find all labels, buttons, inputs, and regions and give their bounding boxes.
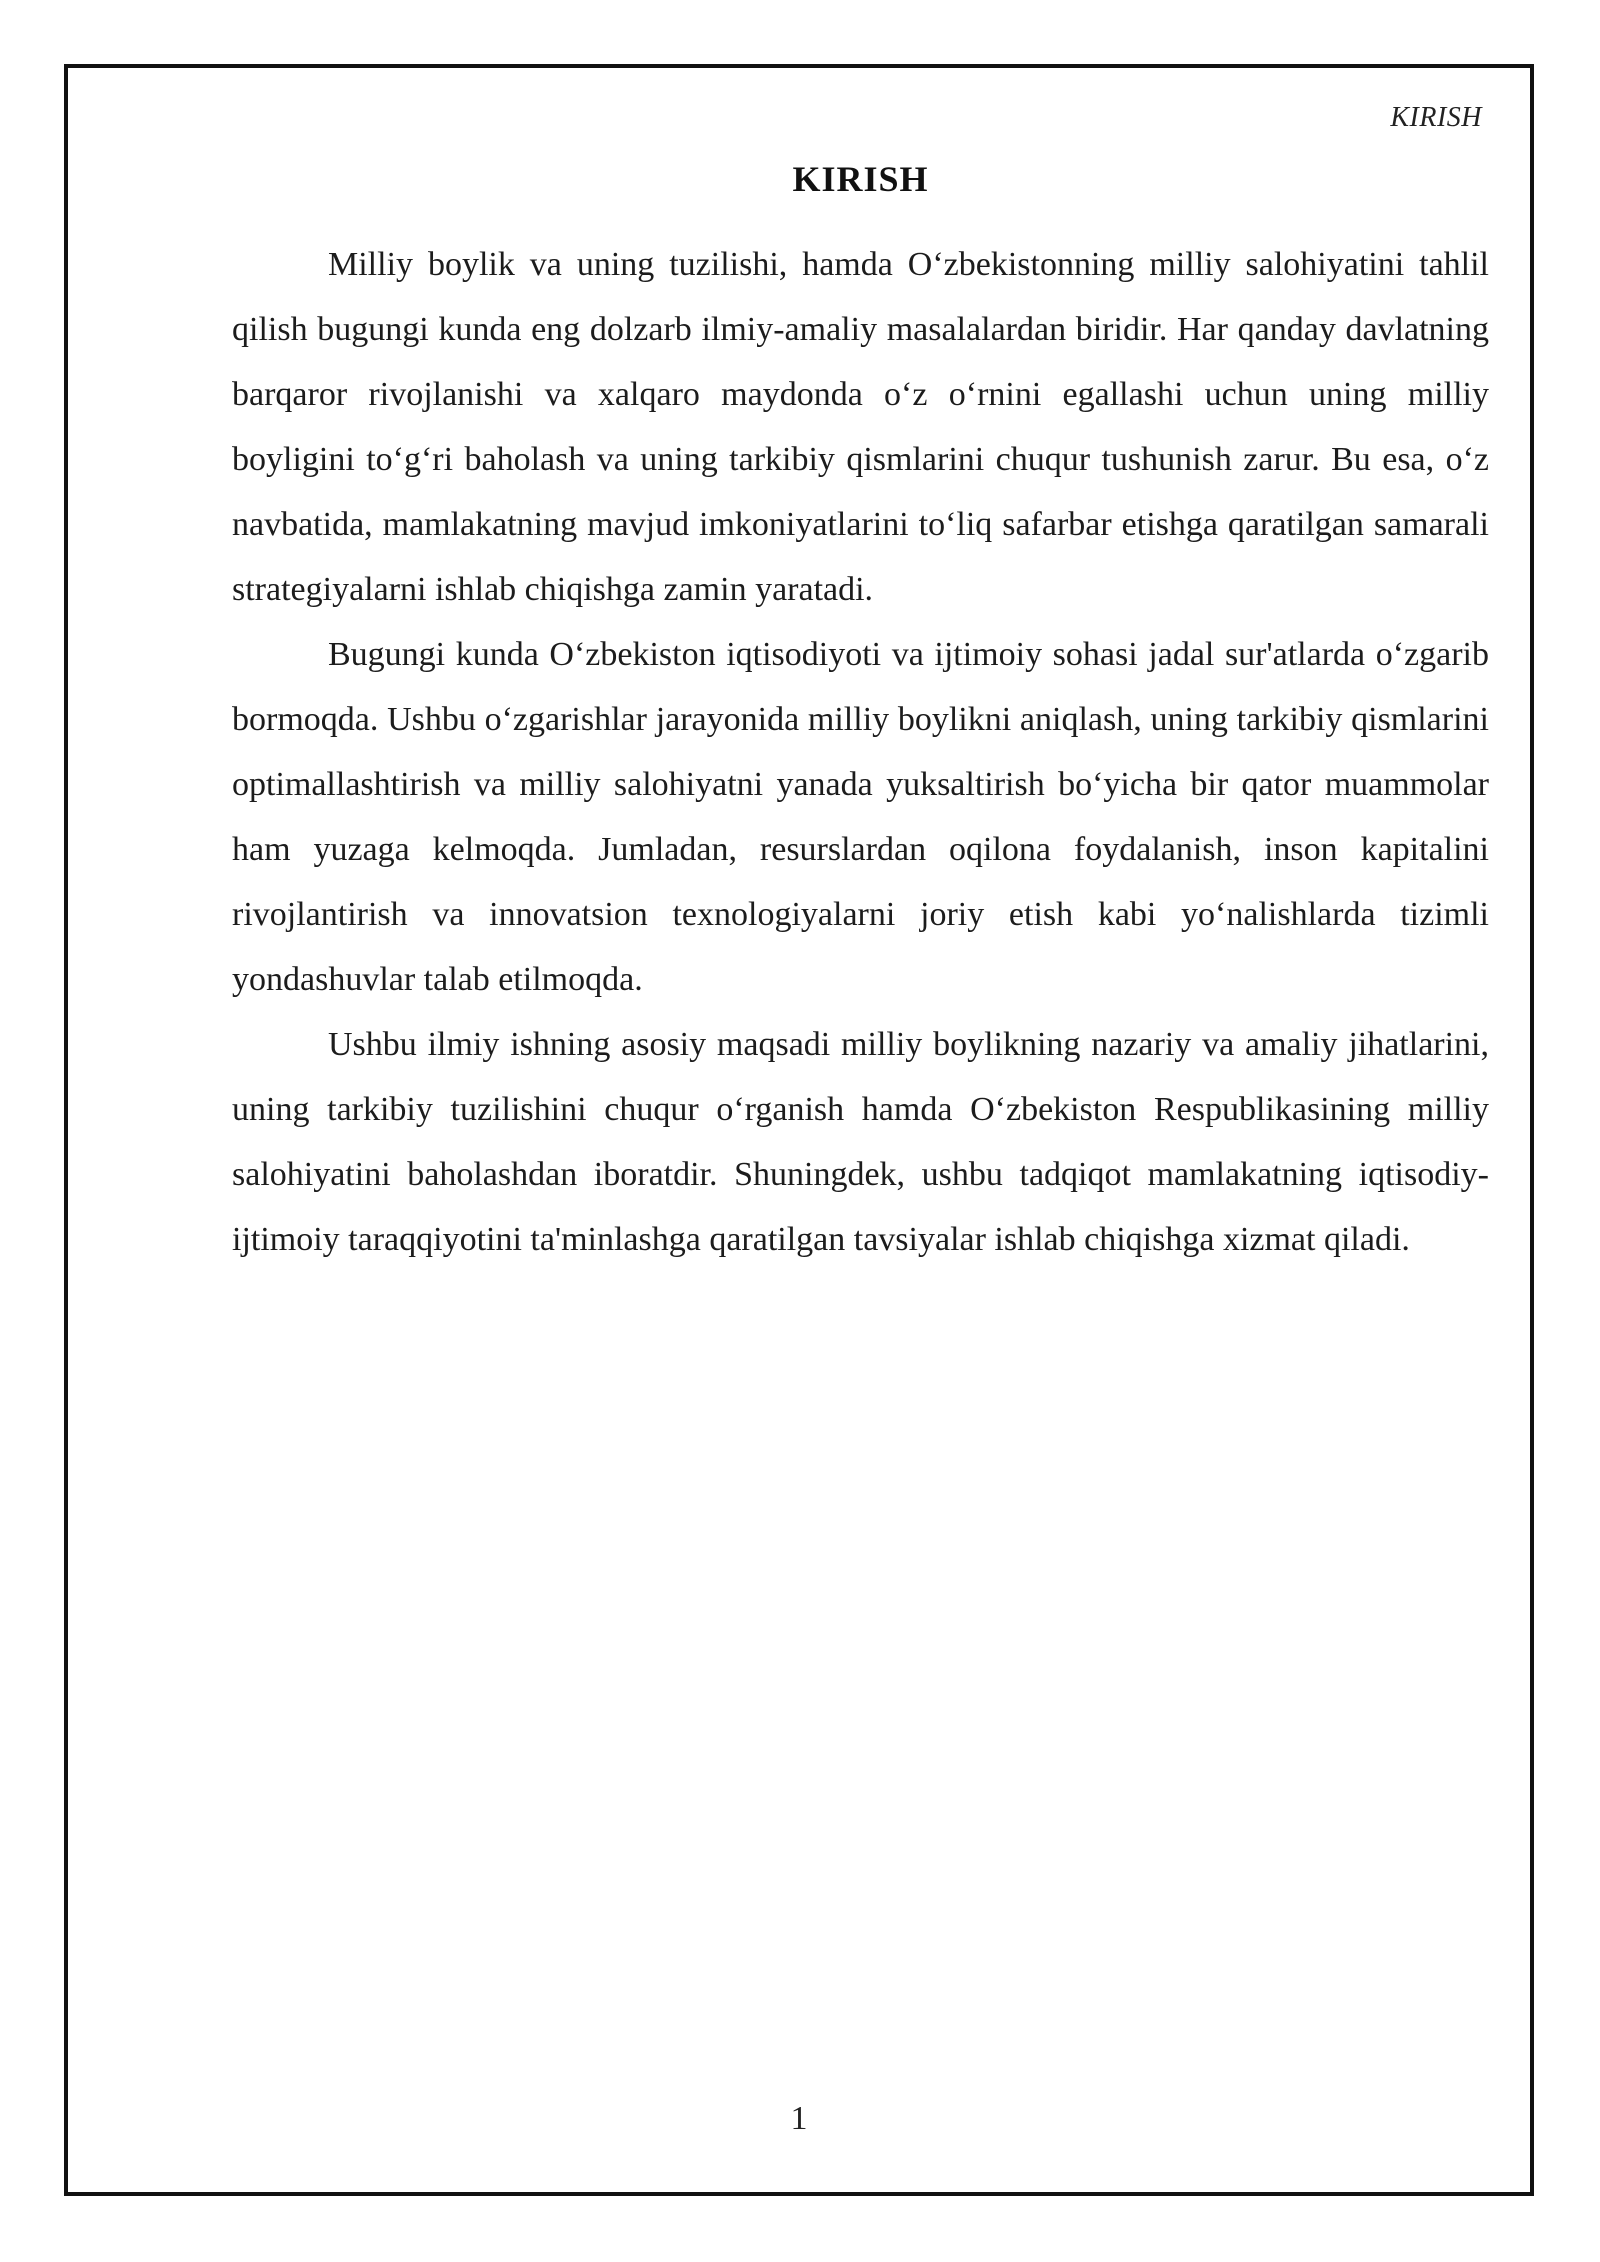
- running-header: KIRISH: [1390, 102, 1482, 133]
- page-content: [232, 158, 1489, 1272]
- page-title: KIRISH: [792, 159, 929, 199]
- page-frame: [64, 64, 1534, 2196]
- paragraph: Bugungi kunda O‘zbekiston iqtisodiyoti va ijtimoiy sohasi jadal sur'atlarda o‘zgarib bormoqda. Ushbu o‘zgarishlar jarayonida milliy boylikni aniqlash, uning tarkibiy qismlarini optimallashtirish va milliy salohiyatni yanada yuksaltirish bo‘yicha bir qator muammolar ham yuzaga kelmoqda. Jumladan, resurslardan oqilona foydalanish, inson kapitalini rivojlantirish va innovatsion texnologiyalarni joriy etish kabi yo‘nalishlarda tizimli yondashuvlar talab etilmoqda.: [232, 636, 1489, 998]
- page-number: 1: [790, 2100, 808, 2137]
- paragraph: Ushbu ilmiy ishning asosiy maqsadi milliy boylikning nazariy va amaliy jihatlarini, uning tarkibiy tuzilishini chuqur o‘rganish hamda O‘zbekiston Respublikasining milliy salohiyatini baholashdan iboratdir. Shuningdek, ushbu tadqiqot mamlakatning iqtisodiy-ijtimoiy taraqqiyotini ta'minlashga qaratilgan tavsiyalar ishlab chiqishga xizmat qiladi.: [232, 1026, 1489, 1258]
- paragraph: Milliy boylik va uning tuzilishi, hamda O‘zbekistonning milliy salohiyatini tahlil qilish bugungi kunda eng dolzarb ilmiy-amaliy masalalardan biridir. Har qanday davlatning barqaror rivojlanishi va xalqaro maydonda o‘z o‘rnini egallashi uchun uning milliy boyligini to‘g‘ri baholash va uning tarkibiy qismlarini chuqur tushunish zarur. Bu esa, o‘z navbatida, mamlakatning mavjud imkoniyatlarini to‘liq safarbar etishga qaratilgan samarali strategiyalarni ishlab chiqishga zamin yaratadi.: [232, 246, 1489, 608]
